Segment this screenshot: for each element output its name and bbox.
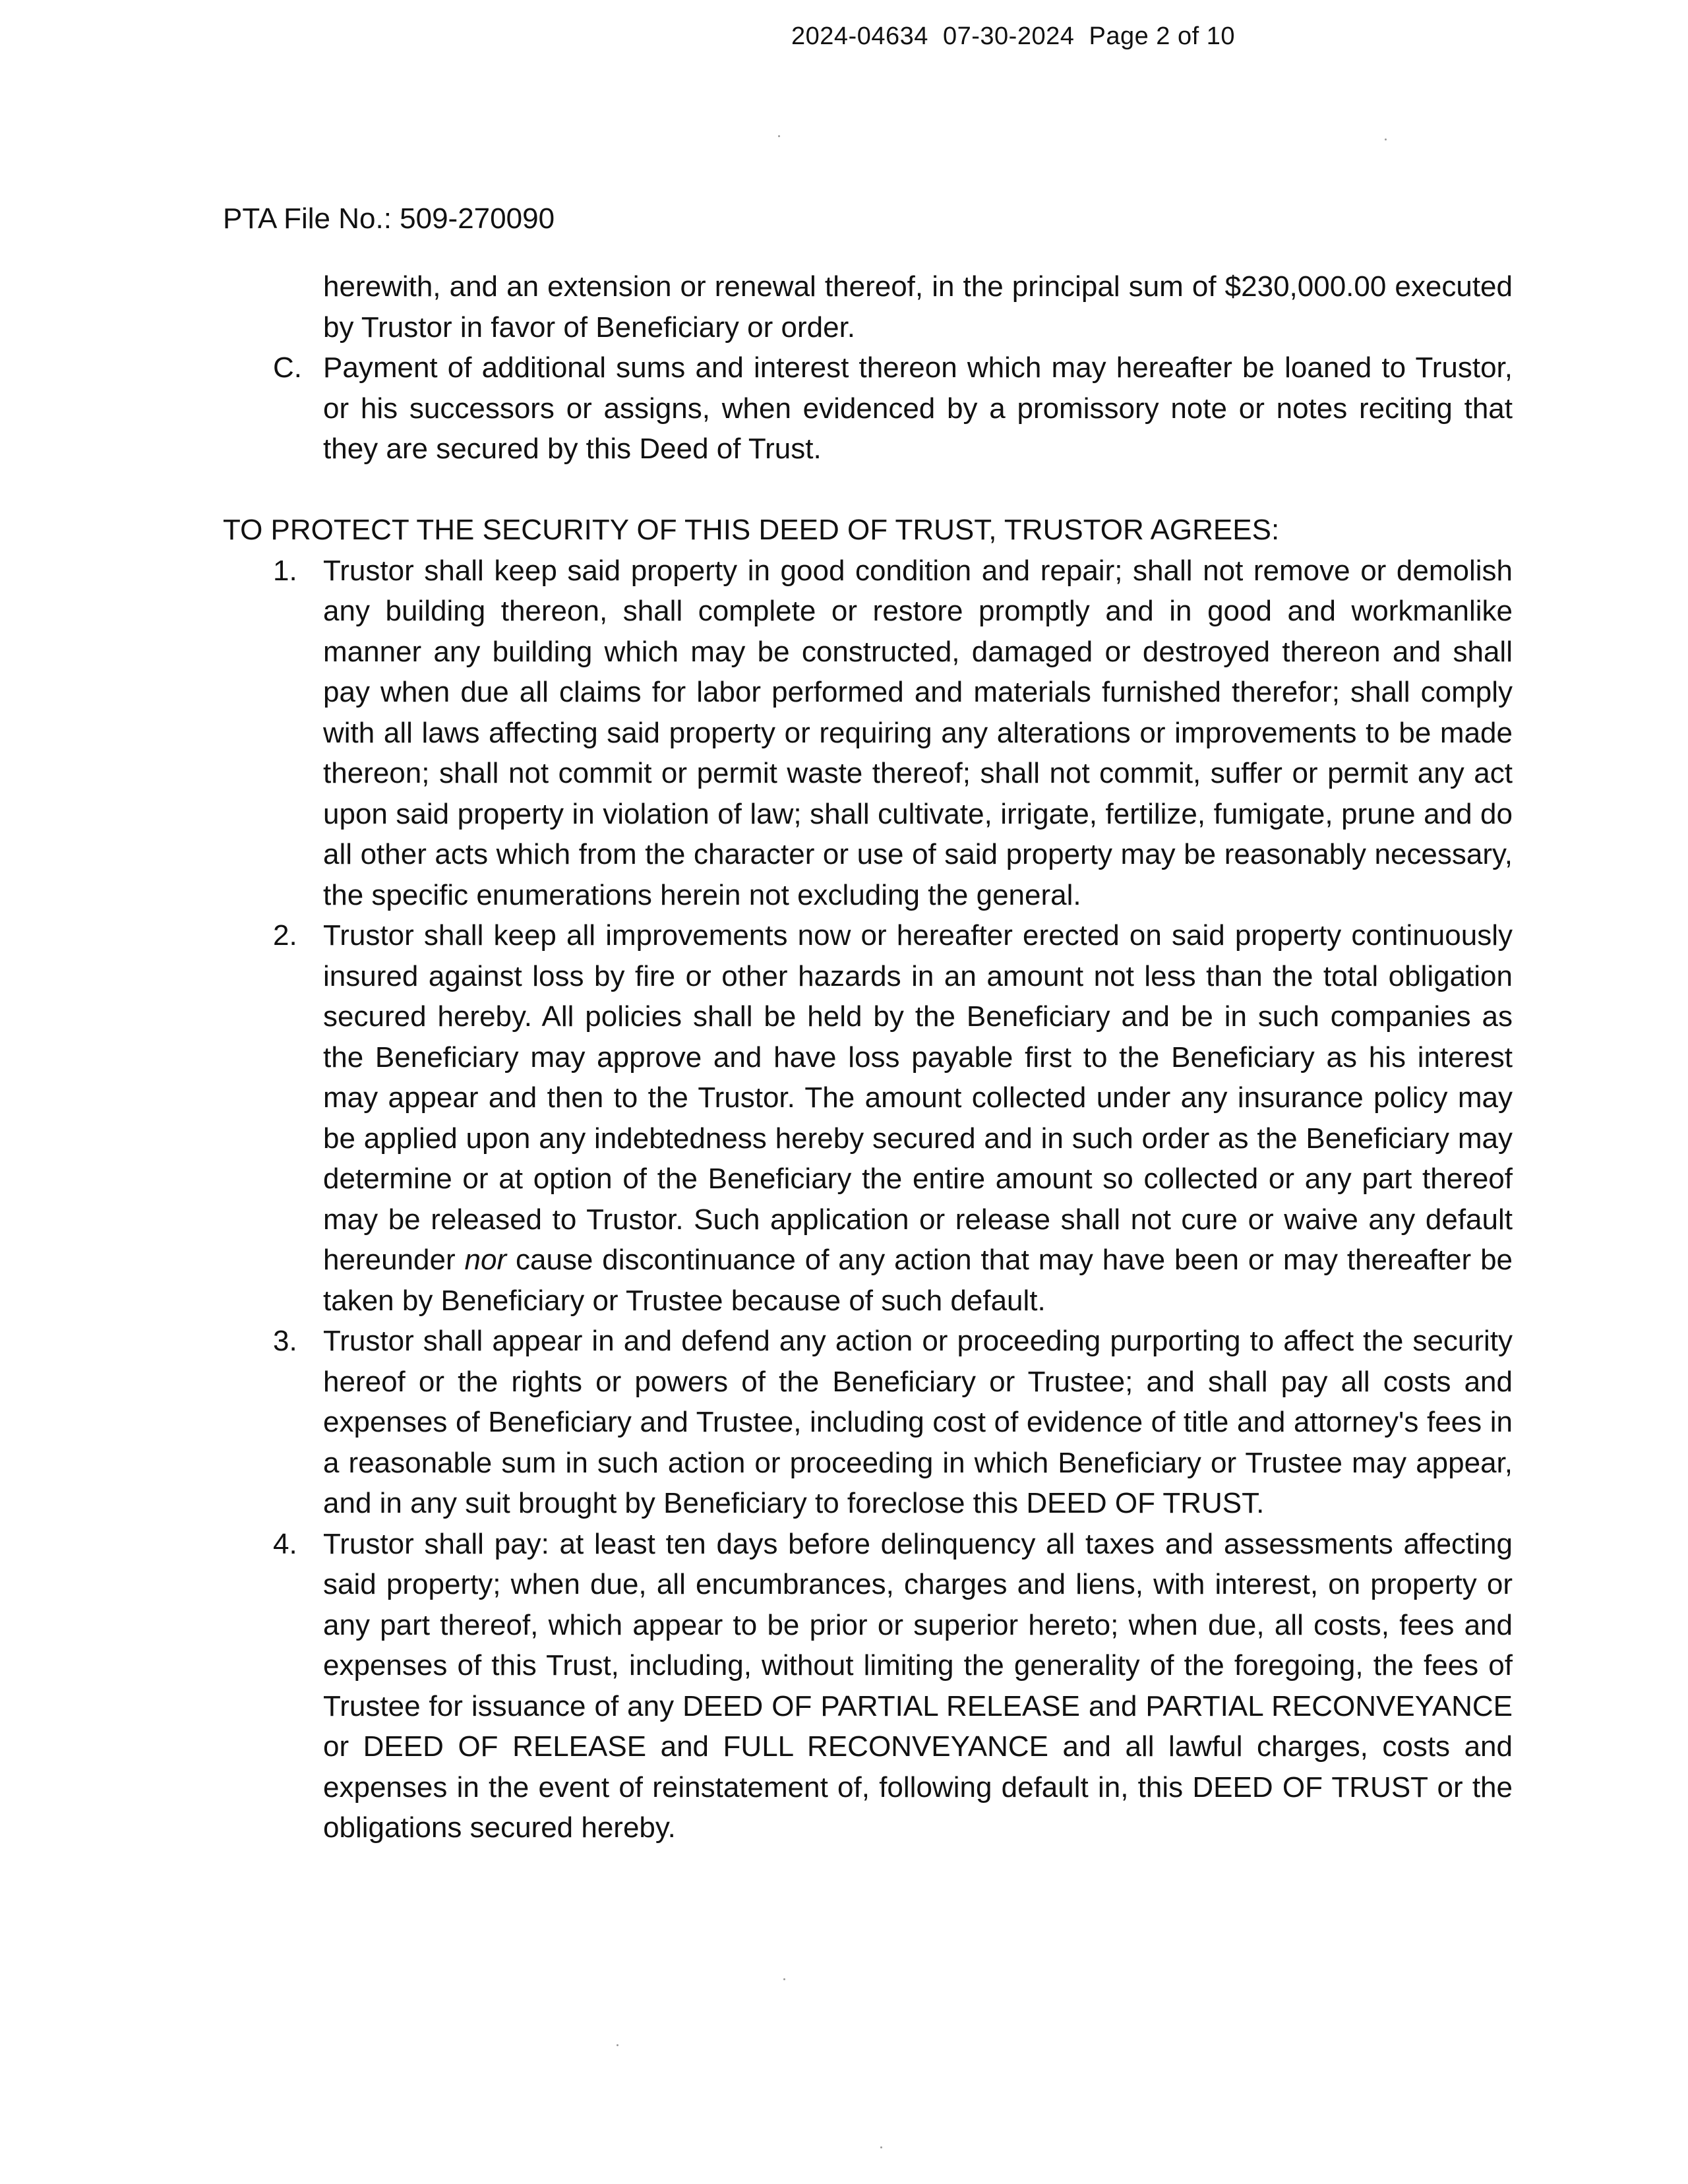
covenant-3: [223, 1321, 1513, 1524]
scan-speck: [778, 135, 780, 137]
scan-speck: [1385, 138, 1387, 140]
covenant-4: [223, 1524, 1513, 1848]
list-item-c: [223, 348, 1513, 470]
scan-speck: [880, 2146, 882, 2148]
item-text: Trustor shall appear in and defend any action or proceeding purporting to affect the security hereof or the rights or powers of the Beneficiary or Trustee; and shall pay all costs and expenses of Beneficiary and Trustee, including cost of evidence of title and attorney's fees in a reasonable sum in such action or proceeding in which Beneficiary or Trustee may appear, and in any suit brought by Beneficiary to foreclose this DEED OF TRUST.: [323, 1325, 1513, 1519]
italic-word: nor: [464, 1244, 507, 1276]
continuation-paragraph: herewith, and an extension or renewal thereof, in the principal sum of $230,000.00 executed by Trustor in favor of Beneficiary or order.: [323, 270, 1513, 344]
file-number: PTA File No.: 509-270090: [223, 202, 555, 235]
covenant-2: [223, 915, 1513, 1321]
agreement-heading: TO PROTECT THE SECURITY OF THIS DEED OF TRUST, TRUSTOR AGREES:: [223, 514, 1280, 546]
item-text: Trustor shall pay: at least ten days before delinquency all taxes and assessments affecting said property; when due, all encumbrances, charges and liens, with interest, on property or any part thereof, which appear to be prior or superior hereto; when due, all costs, fees and expenses of this Trust, including, without limiting the generality of the foregoing, the fees of Trustee for issuance of any DEED OF PARTIAL RELEASE and PARTIAL RECONVEYANCE or DEED OF RELEASE and FULL RECONVEYANCE and all lawful charges, costs and expenses in the event of reinstatement of, following default in, this DEED OF TRUST or the obligations secured hereby.: [323, 1527, 1513, 1844]
item-text-part: cause discontinuance of any action that may have been or may thereafter be taken by Beneficiary or Trustee because of such default.: [323, 1244, 1513, 1317]
recording-stamp: 2024-04634 07-30-2024 Page 2 of 10: [791, 22, 1235, 50]
item-marker: 1.: [273, 554, 297, 587]
item-marker: C.: [273, 351, 302, 384]
item-text-part: Trustor shall keep all improvements now or hereafter erected on said property continuously insured against loss by fire or other hazards in an amount not less than the total obligation secured hereby. All policies shall be held by the Beneficiary and be in such companies as the Beneficiary may approve and have loss payable first to the Beneficiary as his interest may appear and then to the Trustor. The amount collected under any insurance policy may be applied upon any indebtedness hereby secured and in such order as the Beneficiary may determine or at option of the Beneficiary the entire amount so collected or any part thereof may be released to Trustor. Such application or release shall not cure or waive any default hereunder: [323, 919, 1513, 1276]
item-marker: 4.: [273, 1527, 297, 1560]
document-body: [223, 266, 1513, 1848]
scan-speck: [617, 2044, 618, 2046]
item-text: [323, 919, 1513, 1317]
scan-speck: [783, 1978, 785, 1980]
item-marker: 2.: [273, 919, 297, 952]
item-text: Trustor shall keep said property in good condition and repair; shall not remove or demolish any building thereon, shall complete or restore promptly and in good and workmanlike manner any building which may be constructed, damaged or destroyed thereon and shall pay when due all claims for labor performed and materials furnished therefor; shall comply with all laws affecting said property or requiring any alterations or improvements to be made thereon; shall not commit or permit waste thereof; shall not commit, suffer or permit any act upon said property in violation of law; shall cultivate, irrigate, fertilize, fumigate, prune and do all other acts which from the character or use of said property may be reasonably necessary, the specific enumerations herein not excluding the general.: [323, 554, 1513, 911]
covenant-1: [223, 551, 1513, 916]
item-text: Payment of additional sums and interest thereon which may hereafter be loaned to Trustor, or his successors or assigns, when evidenced by a promissory note or notes reciting that they are secured by this Deed of Trust.: [323, 351, 1513, 465]
item-marker: 3.: [273, 1325, 297, 1357]
